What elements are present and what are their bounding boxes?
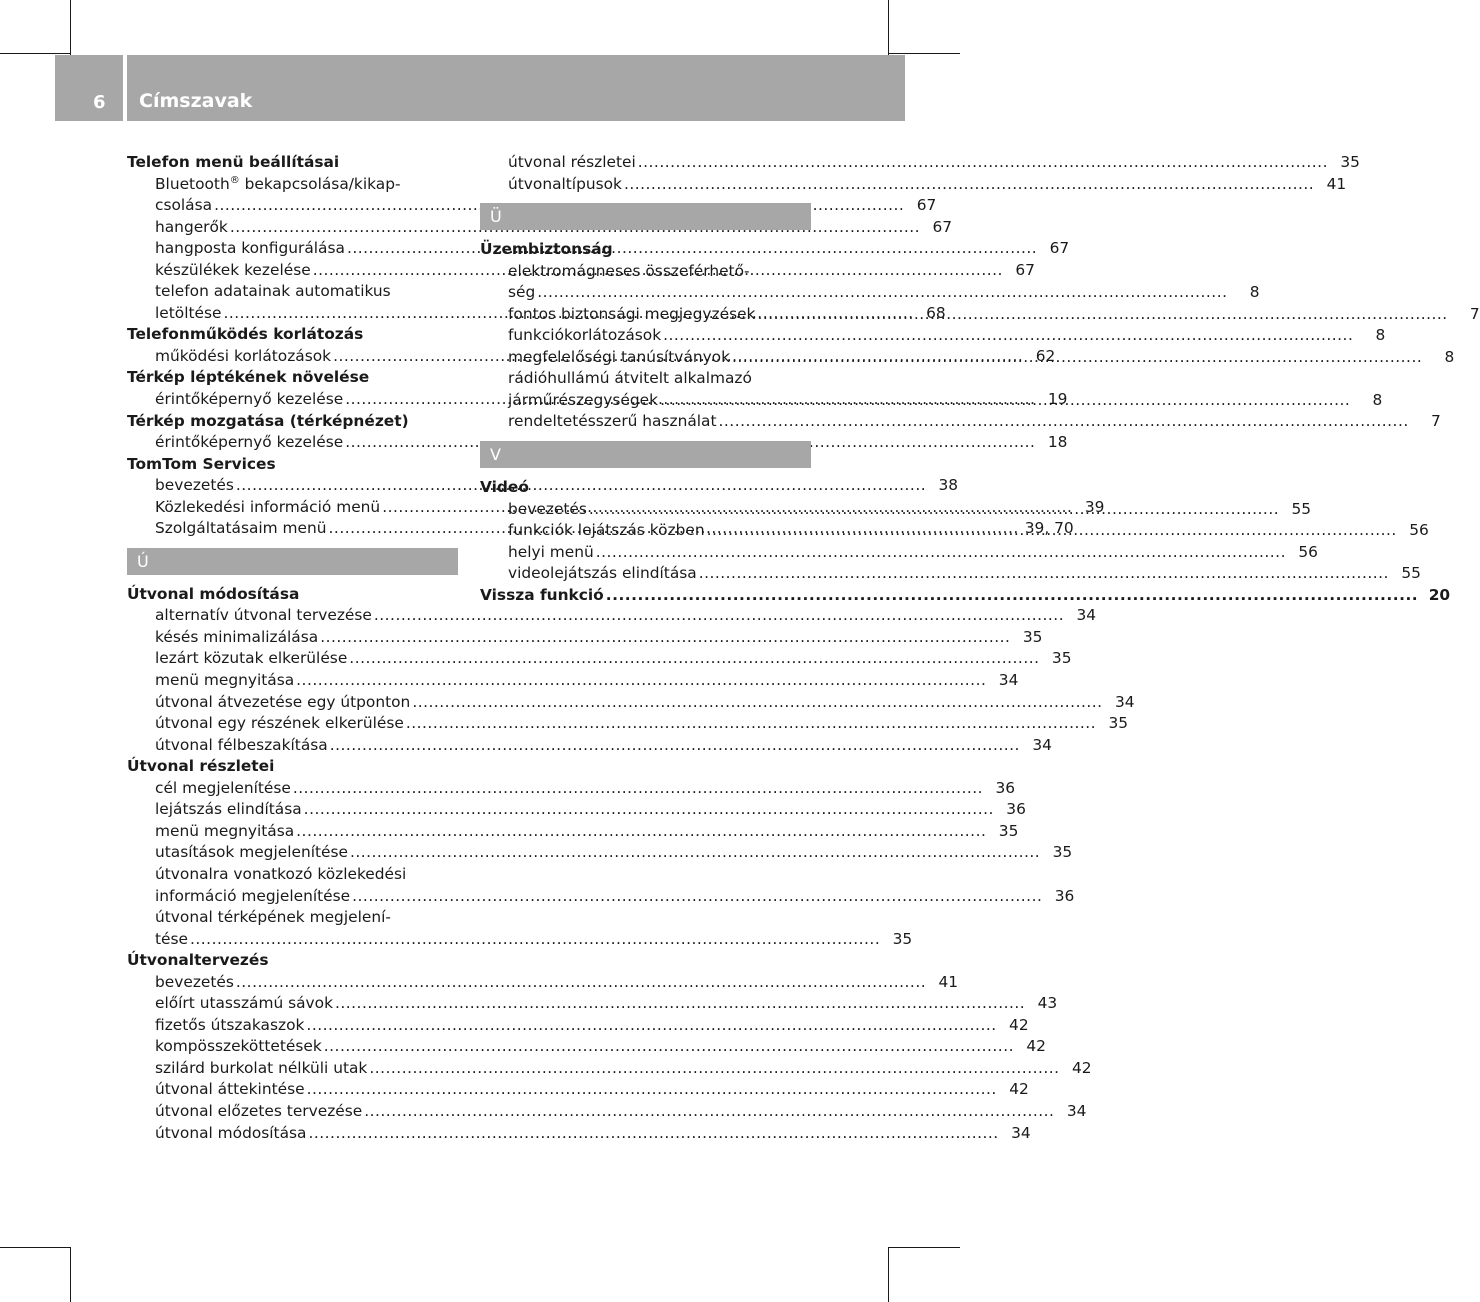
page-ref: 35 xyxy=(1108,714,1129,733)
page-number: 6 xyxy=(93,92,106,113)
leader-dots xyxy=(320,627,1010,649)
index-heading: Telefonműködés korlátozás xyxy=(127,325,364,344)
page-ref: 8 xyxy=(1372,390,1383,409)
crop-mark xyxy=(888,1247,960,1248)
leader-dots xyxy=(335,993,1025,1015)
index-subentry xyxy=(127,713,1129,735)
page-ref: 55 xyxy=(1291,499,1312,518)
index-subentry xyxy=(480,152,1360,174)
section-header-v: V xyxy=(480,441,811,468)
entry-text: információ megjelenítése xyxy=(155,886,351,905)
entry-text: funkciókorlátozások xyxy=(508,326,662,345)
leader-dots xyxy=(296,670,986,692)
index-heading: Útvonaltervezés xyxy=(127,951,269,970)
entry-text: járműrészegységek xyxy=(508,390,659,409)
page-ref: 67 xyxy=(1049,239,1070,258)
leader-dots xyxy=(369,1058,1059,1080)
entry-text: funkciók lejátszás közben xyxy=(508,521,705,540)
leader-dots xyxy=(190,929,880,951)
page-ref: 8 xyxy=(1444,347,1455,366)
entry-text: működési korlátozások xyxy=(155,346,332,365)
index-subentry xyxy=(480,282,1260,304)
entry-text: útvonal előzetes tervezése xyxy=(155,1101,363,1120)
leader-dots xyxy=(663,325,1353,347)
entry-text: hangposta konfigurálása xyxy=(155,239,345,258)
entry-text: útvonaltípusok xyxy=(508,174,622,193)
index-subentry xyxy=(127,1079,1029,1101)
index-subentry xyxy=(127,670,1019,692)
leader-dots xyxy=(707,520,1397,542)
entry-text: lezárt közutak elkerülése xyxy=(155,649,348,668)
leader-dots xyxy=(412,692,1102,714)
page-ref: 34 xyxy=(1066,1101,1087,1120)
entry-text: hangerők xyxy=(155,217,228,236)
leader-dots xyxy=(308,1123,998,1145)
index-subentry xyxy=(127,1015,1029,1037)
index-subentry xyxy=(127,821,1019,843)
page-ref: 8 xyxy=(1375,326,1386,345)
entry-text: érintőképernyő kezelése xyxy=(155,433,344,452)
index-subentry-line: rádióhullámú átvitelt alkalmazó xyxy=(508,369,752,388)
page-ref: 38 xyxy=(938,476,959,495)
page-ref: 62 xyxy=(1035,346,1056,365)
index-heading: Útvonal részletei xyxy=(127,757,275,776)
registered-mark: ® xyxy=(229,174,240,186)
index-heading-entry xyxy=(480,585,1451,607)
index-heading: Térkép léptékének növelése xyxy=(127,368,370,387)
leader-dots xyxy=(352,886,1042,908)
leader-dots xyxy=(596,542,1286,564)
index-subentry-line: elektromágneses összeférhető- xyxy=(508,261,750,280)
entry-text: Közlekedési információ menü xyxy=(155,497,381,516)
page-ref: 34 xyxy=(1076,606,1097,625)
index-subentry xyxy=(127,778,1016,800)
leader-dots xyxy=(660,390,1350,412)
index-subentry xyxy=(127,972,959,994)
index-subentry xyxy=(480,542,1318,564)
entry-text: megfelelőségi tanúsítványok xyxy=(508,347,731,366)
index-subentry xyxy=(127,799,1026,821)
page-ref: 36 xyxy=(1006,800,1026,819)
bluetooth-label: Bluetooth xyxy=(155,174,230,193)
leader-dots xyxy=(699,563,1389,585)
index-heading: TomTom Services xyxy=(127,454,276,473)
entry-text: menü megnyitása xyxy=(155,821,295,840)
leader-dots xyxy=(732,347,1422,369)
entry-text: Vissza funkció xyxy=(480,585,604,604)
leader-dots xyxy=(236,972,926,994)
entry-text: helyi menü xyxy=(508,542,594,561)
entry-text: késés minimalizálása xyxy=(155,627,319,646)
entry-text: utasítások megjelenítése xyxy=(155,843,348,862)
page-ref: 36 xyxy=(995,778,1016,797)
index-heading: Térkép mozgatása (térképnézet) xyxy=(127,411,409,430)
page-ref: 42 xyxy=(1009,1015,1029,1034)
page-ref: 7 xyxy=(1469,304,1480,323)
leader-dots xyxy=(350,842,1040,864)
index-subentry xyxy=(127,735,1052,757)
page-ref: 68 xyxy=(926,303,946,322)
index-heading: Videó xyxy=(480,478,529,497)
leader-dots xyxy=(537,282,1227,304)
page-ref: 20 xyxy=(1428,585,1451,604)
leader-dots xyxy=(757,304,1447,326)
page-ref: 35 xyxy=(1051,649,1072,668)
index-subentry xyxy=(127,432,1068,454)
entry-text: bevezetés xyxy=(508,499,587,518)
index-subentry-line: útvonal térképének megjelení- xyxy=(155,908,391,927)
page-ref: 34 xyxy=(1032,735,1052,754)
index-subentry xyxy=(480,563,1421,585)
entry-text: útvonal átvezetése egy útponton xyxy=(155,692,411,711)
page-ref: 35 xyxy=(1022,627,1043,646)
entry-text: útvonal félbeszakítása xyxy=(155,735,328,754)
entry-text: útvonal áttekintése xyxy=(155,1080,305,1099)
page-ref: 35 xyxy=(892,929,913,948)
leader-dots xyxy=(304,799,994,821)
leader-dots xyxy=(307,1079,997,1101)
section-header-ue: Ü xyxy=(480,203,811,230)
index-heading: Telefon menü beállításai xyxy=(127,153,340,171)
index-subentry xyxy=(127,993,1058,1015)
page-ref: 35 xyxy=(998,821,1019,840)
index-subentry-line: útvonalra vonatkozó közlekedési xyxy=(155,864,407,883)
index-subentry xyxy=(127,627,1043,649)
crop-mark xyxy=(0,1247,70,1248)
entry-text: csolása xyxy=(155,196,213,215)
index-subentry xyxy=(127,605,1097,627)
index-subentry xyxy=(480,325,1386,347)
entry-text: videolejátszás elindítása xyxy=(508,564,697,583)
entry-text: készülékek kezelése xyxy=(155,260,311,279)
entry-text: érintőképernyő kezelése xyxy=(155,390,344,409)
index-subentry xyxy=(127,217,953,239)
leader-dots xyxy=(719,411,1409,433)
page-title: Címszavak xyxy=(139,90,253,112)
entry-text: útvonal egy részének elkerülése xyxy=(155,714,404,733)
section-header-u: Ú xyxy=(127,548,458,575)
page-ref: 56 xyxy=(1409,521,1429,540)
index-group xyxy=(480,152,1360,195)
index-subentry xyxy=(127,1058,1092,1080)
page-ref: 18 xyxy=(1047,433,1068,452)
crop-mark xyxy=(888,53,960,54)
entry-text: menü megnyitása xyxy=(155,671,295,690)
page-ref: 67 xyxy=(932,217,953,236)
entry-text: rendeltetésszerű használat xyxy=(508,412,717,431)
leader-dots xyxy=(406,713,1096,735)
index-heading: Üzembiztonság xyxy=(480,240,613,259)
entry-text: Szolgáltatásaim menü xyxy=(155,519,327,538)
page-ref: 42 xyxy=(1009,1080,1029,1099)
index-heading: Útvonal módosítása xyxy=(127,584,300,603)
page-ref: 41 xyxy=(1326,174,1347,193)
entry-text: útvonal módosítása xyxy=(155,1123,307,1142)
page-header xyxy=(55,55,905,121)
page-ref: 34 xyxy=(1011,1123,1031,1142)
page-ref: 43 xyxy=(1037,994,1058,1013)
crop-mark xyxy=(0,53,70,54)
page-ref: 67 xyxy=(1015,260,1035,279)
entry-text: ség xyxy=(508,283,536,302)
page-ref: 42 xyxy=(1026,1037,1046,1056)
index-subentry xyxy=(480,174,1347,196)
entry-text: fontos biztonsági megjegyzések xyxy=(508,304,756,323)
leader-dots xyxy=(589,499,1279,521)
leader-dots xyxy=(624,174,1314,196)
index-subentry xyxy=(127,1101,1087,1123)
entry-text: alternatív útvonal tervezése xyxy=(155,606,372,625)
page-ref: 35 xyxy=(1052,843,1073,862)
crop-mark xyxy=(70,1247,71,1302)
page-ref: 36 xyxy=(1054,886,1075,905)
leader-dots xyxy=(638,152,1328,174)
page-ref: 67 xyxy=(916,196,937,215)
leader-dots xyxy=(606,585,1418,607)
bluetooth-rest: bekapcsolása/kikap- xyxy=(239,174,401,193)
entry-text: tése xyxy=(155,929,188,948)
page-ref: 34 xyxy=(1114,692,1135,711)
index-subentry-line: telefon adatainak automatikus xyxy=(155,282,391,301)
index-subentry-line xyxy=(127,174,458,196)
crop-mark xyxy=(70,0,71,55)
page-ref: 34 xyxy=(998,671,1019,690)
leader-dots xyxy=(306,1015,996,1037)
page-ref: 8 xyxy=(1249,283,1260,302)
leader-dots xyxy=(324,1036,1014,1058)
page-ref: 39, 70 xyxy=(1024,519,1074,538)
index-subentry xyxy=(127,1036,1046,1058)
entry-text: bevezetés xyxy=(155,972,234,991)
crop-mark xyxy=(888,0,889,55)
leader-dots xyxy=(374,605,1064,627)
entry-text: kompösszeköttetések xyxy=(155,1037,322,1056)
page-ref: 42 xyxy=(1071,1058,1092,1077)
page-ref: 35 xyxy=(1340,153,1360,171)
page-ref: 55 xyxy=(1401,564,1421,583)
page-ref: 7 xyxy=(1430,412,1441,431)
entry-text: letöltése xyxy=(155,303,222,322)
leader-dots xyxy=(364,1101,1054,1123)
leader-dots xyxy=(349,648,1039,670)
entry-text: lejátszás elindítása xyxy=(155,800,302,819)
leader-dots xyxy=(293,778,983,800)
page-ref: 19 xyxy=(1047,390,1068,409)
entry-text: előírt utasszámú sávok xyxy=(155,994,333,1013)
entry-text: cél megjelenítése xyxy=(155,778,291,797)
header-divider xyxy=(123,55,127,121)
page-ref: 56 xyxy=(1298,542,1318,561)
index-subentry xyxy=(127,648,1072,670)
index-subentry xyxy=(127,929,913,951)
entry-text: szilárd burkolat nélküli utak xyxy=(155,1058,368,1077)
entry-text: útvonal részletei xyxy=(508,153,636,171)
page-ref: 39 xyxy=(1084,497,1105,516)
index-subentry xyxy=(127,195,937,217)
crop-mark xyxy=(888,1247,889,1302)
page-ref: 41 xyxy=(938,972,959,991)
index-subentry xyxy=(127,842,1073,864)
leader-dots xyxy=(296,821,986,843)
index-subentry xyxy=(480,411,1441,433)
entry-text: fizetős útszakaszok xyxy=(155,1015,305,1034)
index-subentry xyxy=(127,692,1135,714)
entry-text: bevezetés xyxy=(155,476,234,495)
index-subentry xyxy=(127,886,1075,908)
leader-dots xyxy=(330,735,1020,757)
index-subentry xyxy=(127,1123,1031,1145)
